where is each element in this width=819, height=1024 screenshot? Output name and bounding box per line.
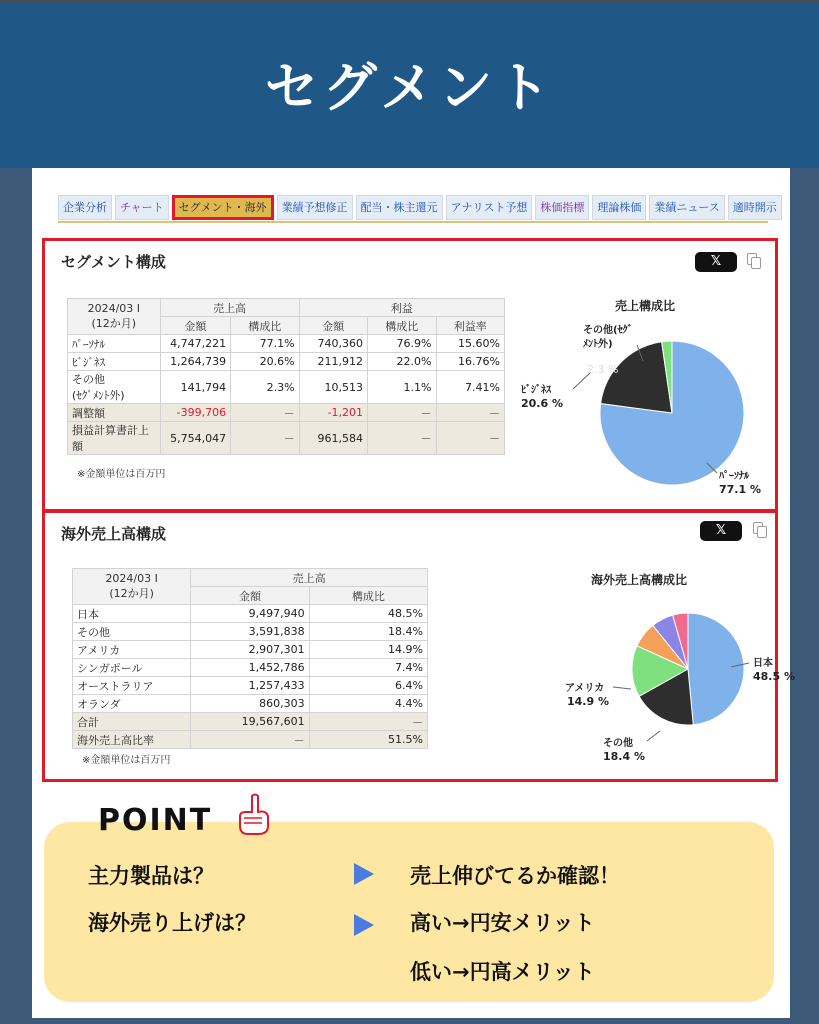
period-sub: (12か月) <box>91 317 137 330</box>
pie1-label-other-val: 2.3 % <box>587 363 619 376</box>
overseas-section <box>42 510 795 782</box>
cell-ratio: 6.4% <box>309 677 427 695</box>
point-box <box>44 822 774 1002</box>
col-ratio: 構成比 <box>231 317 299 335</box>
col-amount: 金額 <box>160 317 230 335</box>
row-name: オランダ <box>73 695 191 713</box>
cell-amount: 2,907,301 <box>191 641 309 659</box>
cell-ratio: 7.4% <box>309 659 427 677</box>
pie1-label-other-2: ﾒﾝﾄ外) <box>583 339 613 350</box>
pie2-label-us-1: アメリカ <box>565 683 605 694</box>
group-sales-header: 売上高 <box>160 299 299 317</box>
cell-ratio: 51.5% <box>309 731 427 749</box>
cell-margin: － <box>436 422 505 455</box>
cell-profit-ratio: 22.0% <box>368 353 436 371</box>
cell-profit: -1,201 <box>299 404 367 422</box>
cell-ratio: 4.4% <box>309 695 427 713</box>
row-name: その他 <box>73 623 191 641</box>
row-name-line2: (ｾｸﾞﾒﾝﾄ外) <box>72 389 125 402</box>
table-row <box>68 422 505 455</box>
overseas-pie-title: 海外売上高構成比 <box>590 573 687 587</box>
pie1-label-other-1: その他(ｾｸﾞ <box>583 325 633 336</box>
tab-2[interactable]: セグメント・海外 <box>172 195 274 220</box>
tab-6[interactable]: 株価指標 <box>535 195 589 220</box>
cell-amount: 9,497,940 <box>191 605 309 623</box>
row-name-line1: 損益計算書計上 <box>72 424 149 437</box>
row-name-line1: ﾊﾟｰｿﾅﾙ <box>72 337 105 351</box>
pie2-label-japan-1: 日本 <box>753 658 773 669</box>
row-name-line2: 額 <box>72 440 83 453</box>
tab-8[interactable]: 業績ニュース <box>649 195 724 220</box>
cell-ratio: 48.5% <box>309 605 427 623</box>
other-leader-line <box>647 731 660 741</box>
row-name: アメリカ <box>73 641 191 659</box>
segment-title: セグメント構成 <box>61 253 166 271</box>
table-row <box>73 695 428 713</box>
cell-amount: 1,452,786 <box>191 659 309 677</box>
cell-margin: 15.60% <box>436 335 505 353</box>
table-row <box>73 677 428 695</box>
row-name <box>68 353 161 371</box>
cell-ratio: － <box>231 422 299 455</box>
row-name: 日本 <box>73 605 191 623</box>
cell-sales: 4,747,221 <box>160 335 230 353</box>
table-row <box>73 731 428 749</box>
point-a1: 売上伸びてるか確認！ <box>410 864 620 888</box>
tab-5[interactable]: アナリスト予想 <box>446 195 533 220</box>
table-row <box>68 371 505 404</box>
group-profit-header: 利益 <box>299 299 504 317</box>
pie1-label-pers-2: 77.1 % <box>719 483 761 496</box>
arrow-right-icon <box>354 914 374 936</box>
pie2-label-other-2: 18.4 % <box>603 750 645 763</box>
col-ratio: 構成比 <box>309 587 427 605</box>
point-q1: 主力製品は？ <box>88 864 214 888</box>
table-row <box>73 641 428 659</box>
row-name: シンガポール <box>73 659 191 677</box>
cell-ratio: 14.9% <box>309 641 427 659</box>
table-row <box>73 605 428 623</box>
segment-note: ※金額単位は百万円 <box>77 469 166 480</box>
period-label: 2024/03 I <box>87 302 141 315</box>
overseas-pie-chart <box>495 591 795 771</box>
pie1-label-biz-1: ﾋﾞｼﾞﾈｽ <box>521 385 551 396</box>
point-a2-low: 低い→円高メリット <box>410 960 595 984</box>
page-header <box>0 0 819 168</box>
cell-ratio: － <box>231 404 299 422</box>
pie-slice-1 <box>601 342 672 413</box>
x-share-button[interactable]: 𝕏 <box>700 521 742 541</box>
nav-tabs <box>58 195 777 223</box>
row-name-line1: その他 <box>72 373 105 386</box>
table-row <box>68 335 505 353</box>
row-name <box>68 371 161 404</box>
row-name: オーストラリア <box>73 677 191 695</box>
cell-profit-ratio: 76.9% <box>368 335 436 353</box>
cell-sales: -399,706 <box>160 404 230 422</box>
cell-profit: 211,912 <box>299 353 367 371</box>
pointing-hand-icon <box>234 792 274 836</box>
row-name-line1: ﾋﾞｼﾞﾈｽ <box>72 355 105 369</box>
tab-1[interactable]: チャート <box>115 195 169 220</box>
segment-pie-title: 売上構成比 <box>614 299 675 313</box>
cell-amount: 1,257,433 <box>191 677 309 695</box>
table-row <box>73 659 428 677</box>
cell-amount: 3,591,838 <box>191 623 309 641</box>
cell-margin: 16.76% <box>436 353 505 371</box>
col-profit-ratio: 構成比 <box>368 317 436 335</box>
tab-7[interactable]: 理論株価 <box>592 195 646 220</box>
x-share-button[interactable]: 𝕏 <box>695 252 737 272</box>
pie1-label-biz-2: 20.6 % <box>521 397 563 410</box>
col-margin: 利益率 <box>436 317 505 335</box>
cell-profit-ratio: － <box>368 422 436 455</box>
cell-sales: 1,264,739 <box>160 353 230 371</box>
period-label: 2024/03 I <box>105 572 158 585</box>
pie1-label-pers-1: ﾊﾟｰｿﾅﾙ <box>719 471 749 482</box>
pie2-label-other-1: その他 <box>603 738 633 749</box>
cell-ratio: 2.3% <box>231 371 299 404</box>
point-heading <box>98 803 212 838</box>
tab-9[interactable]: 適時開示 <box>728 195 782 220</box>
segment-pie-chart <box>495 311 795 521</box>
row-name: 合計 <box>73 713 191 731</box>
overseas-title: 海外売上高構成 <box>61 525 167 543</box>
segment-table <box>67 298 505 455</box>
row-name-line1: 調整額 <box>72 406 105 420</box>
cell-profit-ratio: － <box>368 404 436 422</box>
page-title: セグメント <box>264 56 555 119</box>
cell-margin: － <box>436 404 505 422</box>
segment-section <box>42 238 778 512</box>
row-name <box>68 422 161 455</box>
period-sub: (12か月) <box>109 587 154 600</box>
col-profit-amount: 金額 <box>299 317 367 335</box>
point-q2: 海外売り上げは？ <box>88 911 256 935</box>
row-name <box>68 335 161 353</box>
cell-profit: 10,513 <box>299 371 367 404</box>
table-row <box>73 623 428 641</box>
point-label: POINT <box>98 803 213 838</box>
pie2-label-us-2: 14.9 % <box>567 695 609 708</box>
group-sales-header: 売上高 <box>191 569 428 587</box>
copy-icon[interactable] <box>747 253 761 269</box>
table-row <box>68 404 505 422</box>
cell-amount: 860,303 <box>191 695 309 713</box>
us-leader-line <box>613 687 631 689</box>
table-row <box>68 353 505 371</box>
tab-4[interactable]: 配当・株主還元 <box>356 195 443 220</box>
cell-ratio: 18.4% <box>309 623 427 641</box>
tab-3[interactable]: 業績予想修正 <box>277 195 353 220</box>
cell-sales: 141,794 <box>160 371 230 404</box>
col-amount: 金額 <box>191 587 309 605</box>
pie-slice-0 <box>688 613 744 725</box>
cell-margin: 7.41% <box>436 371 505 404</box>
row-name <box>68 404 161 422</box>
cell-profit: 740,360 <box>299 335 367 353</box>
overseas-table <box>72 568 428 749</box>
cell-profit-ratio: 1.1% <box>368 371 436 404</box>
cell-profit: 961,584 <box>299 422 367 455</box>
cell-ratio: 77.1% <box>231 335 299 353</box>
table-row <box>73 713 428 731</box>
point-a2-high: 高い→円安メリット <box>410 911 595 935</box>
pie2-label-japan-2: 48.5 % <box>753 670 795 683</box>
cell-ratio: － <box>309 713 427 731</box>
tab-0[interactable]: 企業分析 <box>58 195 112 220</box>
overseas-note: ※金額単位は百万円 <box>82 755 171 766</box>
cell-amount: 19,567,601 <box>191 713 309 731</box>
row-name: 海外売上高比率 <box>73 731 191 749</box>
cell-amount: － <box>191 731 309 749</box>
cell-ratio: 20.6% <box>231 353 299 371</box>
arrow-right-icon <box>354 863 374 885</box>
cell-sales: 5,754,047 <box>160 422 230 455</box>
copy-icon[interactable] <box>753 522 767 538</box>
